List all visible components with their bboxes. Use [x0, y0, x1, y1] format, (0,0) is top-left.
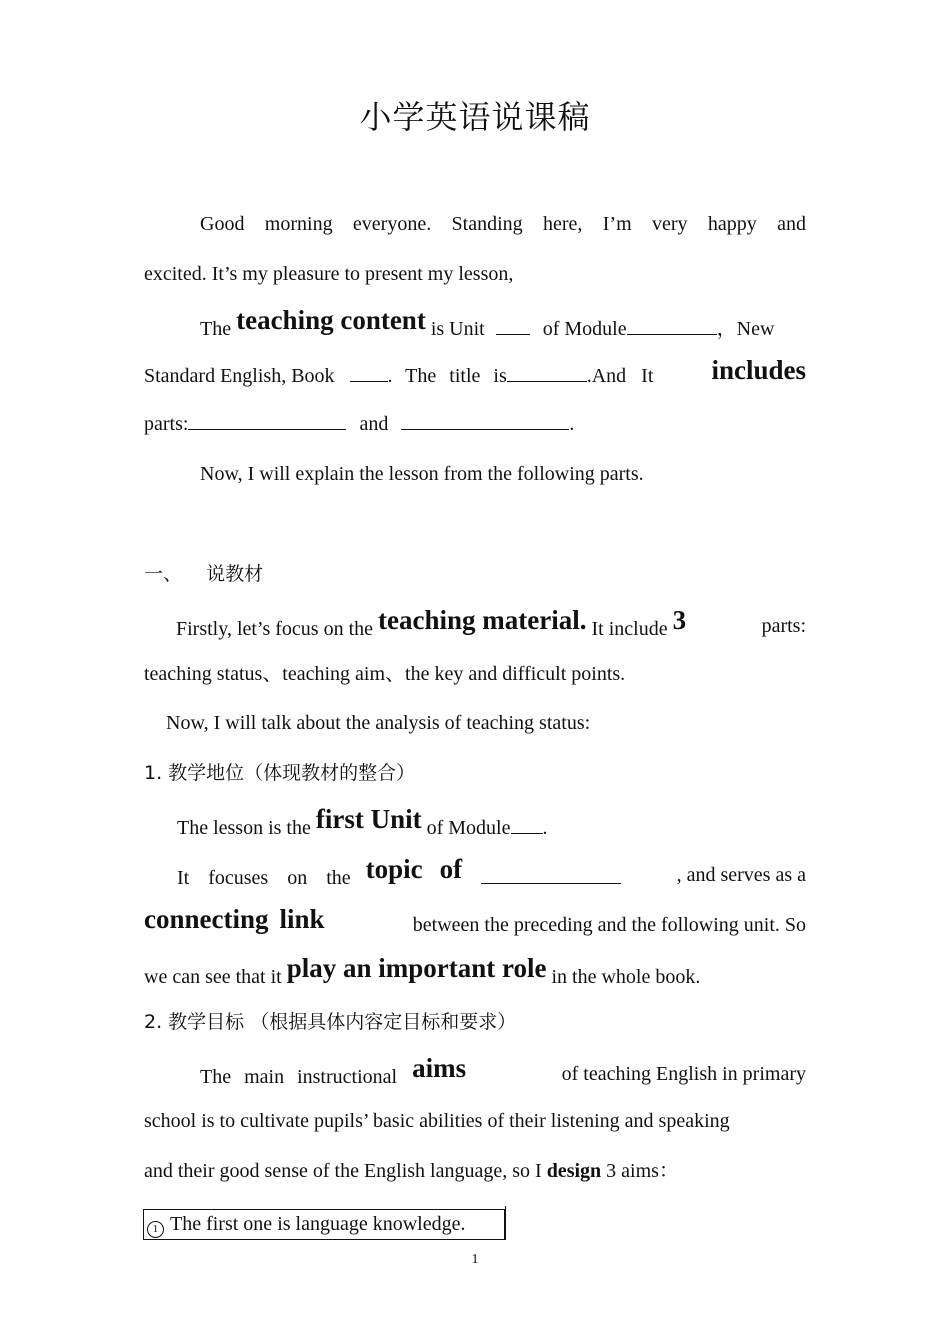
first-aim-box: [143, 1209, 505, 1240]
of-emphasis: of: [439, 854, 463, 884]
text-focuses-on: It focuses on the: [177, 867, 351, 889]
aims-emphasis: aims: [412, 1053, 467, 1083]
text-between: between the preceding and the following unit. So: [412, 914, 806, 936]
connecting-emphasis: connecting: [144, 904, 269, 934]
text-and-it: .And It: [586, 365, 654, 387]
page-number: 1: [471, 1252, 479, 1267]
abilities-line: school is to cultivate pupils’ basic abilities of their listening and speaking: [144, 1110, 730, 1132]
text-of-module: of Module: [542, 318, 627, 340]
three-emphasis: 3: [672, 605, 687, 635]
text-main-instructional: The main instructional: [200, 1066, 398, 1088]
status-intro-line: Now, I will talk about the analysis of teaching status:: [166, 712, 591, 734]
module-number-blank: [511, 813, 543, 834]
aims-line: [200, 1053, 806, 1093]
sub1-heading: 1. 教学地位（体现教材的整合）: [144, 762, 416, 784]
text-new: ，New: [716, 318, 775, 340]
text-standard-english: Standard English, Book: [144, 365, 335, 387]
includes-emphasis: includes: [711, 355, 806, 385]
text-title-is: . The title is: [387, 365, 507, 387]
text-lesson-is: The lesson is the: [177, 817, 311, 839]
intro-paragraph-line1: Good morning everyone. Standing here, I’m very happy and: [200, 213, 806, 235]
important-role-line: [144, 953, 806, 993]
text-period: .: [542, 817, 548, 839]
sub2-heading: 2. 教学目标 （根据具体内容定目标和要求）: [144, 1011, 517, 1033]
module-blank: [627, 314, 717, 335]
teaching-content-line: [200, 305, 806, 345]
title-blank: [507, 361, 587, 382]
section1-heading: [144, 558, 806, 590]
first-unit-line: [177, 804, 839, 844]
design-emphasis: design: [546, 1160, 602, 1182]
text-serves-as: , and serves as a: [676, 864, 806, 886]
text-of-module: of Module: [426, 817, 511, 839]
text-we-can-see: we can see that it: [144, 966, 282, 988]
text-it-include: It include: [591, 618, 668, 640]
circled-number: 1: [147, 1221, 164, 1238]
book-blank: [350, 361, 388, 382]
part2-blank: [401, 409, 569, 430]
teaching-content-emphasis: teaching content: [236, 305, 426, 335]
text-whole-book: in the whole book.: [551, 966, 701, 988]
text-parts-colon: parts:: [761, 615, 806, 637]
text-period: .: [569, 413, 575, 435]
intro-paragraph-line2: excited. It’s my pleasure to present my lesson,: [144, 263, 514, 285]
text-three-aims: 3 aims：: [606, 1160, 679, 1182]
first-unit-emphasis: first Unit: [315, 804, 422, 834]
first-aim-text: The first one is language knowledge.: [170, 1213, 466, 1235]
topic-blank: [481, 863, 621, 884]
link-emphasis: link: [279, 904, 325, 934]
text-parts: parts:: [144, 413, 189, 435]
part1-blank: [188, 409, 346, 430]
text-firstly: Firstly, let’s focus on the: [176, 618, 374, 640]
design-line: [144, 1155, 806, 1187]
connecting-link-line: [144, 904, 806, 944]
teaching-material-emphasis: teaching material.: [378, 605, 587, 635]
text-of-teaching: of teaching English in primary: [561, 1063, 806, 1085]
section1-number: 一、: [144, 563, 183, 585]
topic-emphasis: topic: [365, 854, 423, 884]
page-title: 小学英语说课稿: [359, 98, 591, 136]
material-parts-line: teaching status、teaching aim、the key and difficult points.: [144, 663, 626, 685]
text-and: and: [359, 413, 389, 435]
parts-line: [144, 408, 806, 440]
book-title-line: [144, 355, 806, 392]
text-good-sense: and their good sense of the English language, so I: [144, 1160, 542, 1182]
unit-blank: [496, 314, 530, 335]
important-role-emphasis: play an important role: [286, 953, 547, 983]
explain-line: Now, I will explain the lesson from the following parts.: [200, 463, 644, 485]
text-is-unit: is Unit: [430, 318, 485, 340]
text-cursor: [505, 1206, 506, 1240]
material-line: [176, 605, 806, 645]
topic-line: [177, 854, 806, 894]
section1-title: 说教材: [206, 563, 264, 585]
text-the: The: [200, 318, 232, 340]
